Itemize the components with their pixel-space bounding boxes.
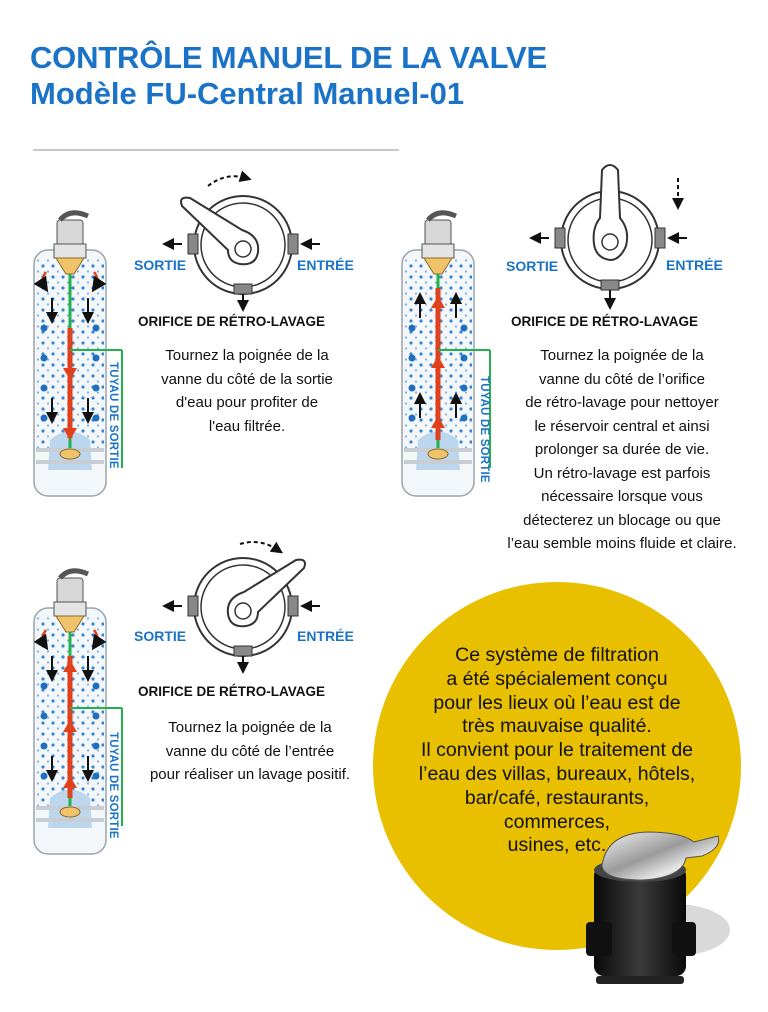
inlet-label-3: ENTRÉE [297,628,354,644]
outlet-pipe-label-3: TUYAU DE SORTIE [107,732,119,839]
backwash-port-label-3: ORIFICE DE RÉTRO-LAVAGE [138,684,326,699]
inlet-label-1: ENTRÉE [297,257,354,273]
inlet-label-2: ENTRÉE [666,257,723,273]
outlet-label-1: SORTIE [134,257,187,273]
filter-tank-diagram-3 [30,566,110,858]
valve-diagram-2 [530,160,700,310]
backwash-port-label-2: ORIFICE DE RÉTRO-LAVAGE [511,314,699,329]
page-title: CONTRÔLE MANUEL DE LA VALVE [30,40,548,75]
header-divider [33,149,399,151]
valve-diagram-1 [160,170,330,310]
instruction-text-1: Tournez la poignée de la vanne du côté de la sortie d'eau pour profiter de l'eau filtrée. [161,347,333,435]
valve-product-image [582,826,732,988]
outlet-pipe-label-1: TUYAU DE SORTIE [107,362,119,469]
outlet-pipe-label-2: TUYAU DE SORTIE [478,376,490,483]
outlet-label-3: SORTIE [134,628,187,644]
instruction-text-3: Tournez la poignée de la vanne du côté de l’entrée pour réaliser un lavage positif. [149,719,351,783]
callout-text: Ce système de filtration a été spécialement conçu pour les lieux où l’eau est de très mauvaise qualité. Il convient pour le traitement de l’eau des villas, bureaux, hôtels, bar/café, restaurants, commerces, usines, etc. [418,644,696,857]
filter-tank-diagram-1 [30,208,110,500]
backwash-port-label-1: ORIFICE DE RÉTRO-LAVAGE [138,314,326,329]
instruction-text-2: Tournez la poignée de la vanne du côté de l’orifice de rétro-lavage pour nettoyer le réservoir central et ainsi prolonger sa durée de vie. Un rétro-lavage est parfois nécessaire lorsque vous détecterez un blocage ou que l’eau semble moins fluide et claire. [507,347,737,552]
page-subtitle: Modèle FU-Central Manuel-01 [30,76,465,111]
filter-tank-diagram-2 [398,208,478,500]
outlet-label-2: SORTIE [506,258,559,274]
valve-diagram-3 [160,532,330,672]
